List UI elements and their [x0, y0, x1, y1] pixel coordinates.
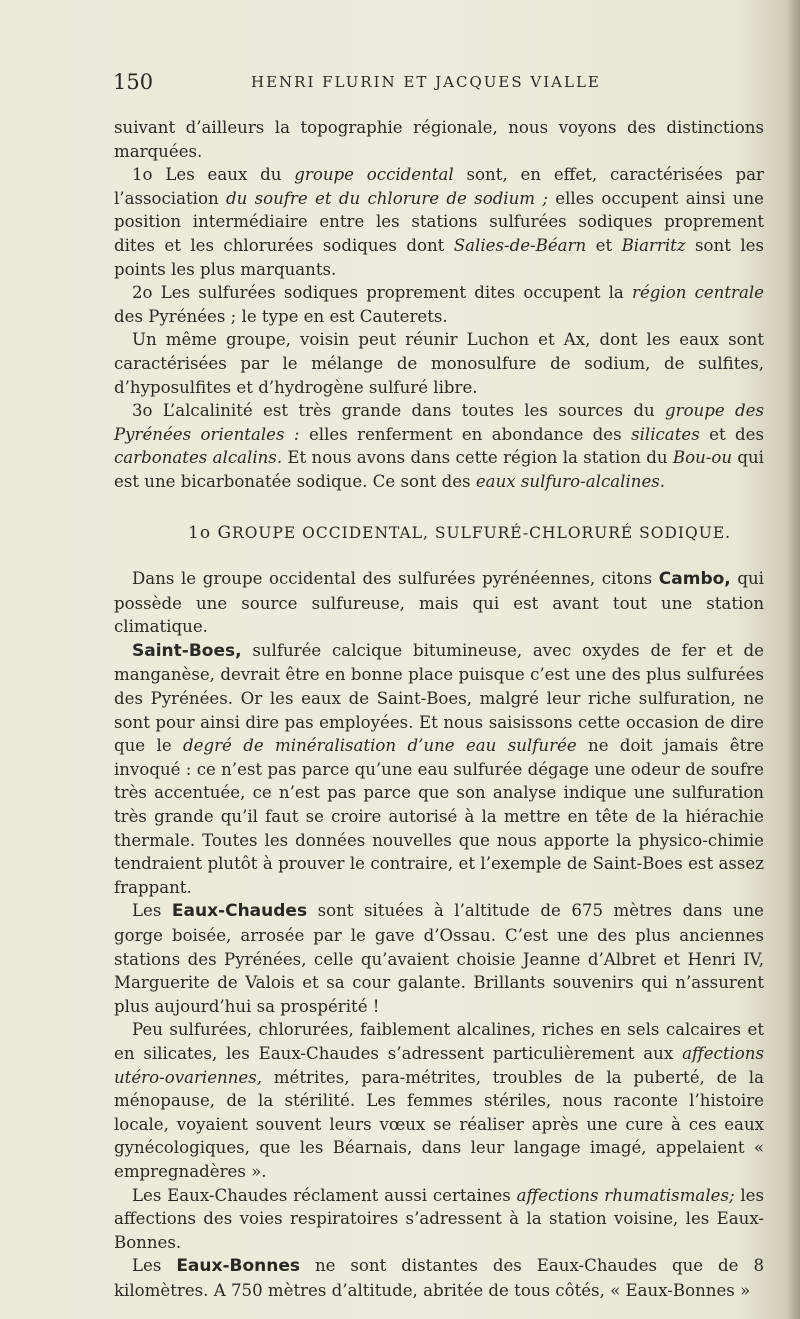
paragraph: Dans le groupe occidental des sulfurées pyrénéennes, citons Cambo, qui possède une source sulfureuse, mais qui est avant tout une station climatique. — [114, 569, 764, 637]
page-number: 150 — [113, 70, 154, 94]
page-header — [113, 70, 683, 100]
station-name: Eaux-Bonnes — [176, 1256, 301, 1277]
paragraph: 1o Les eaux du groupe occidental sont, en effet, caractérisées par l’association du soufre et du chlorure de sodium ; elles occupent ainsi une position intermédiaire entre les stations sulfurées sodiques proprement dites et les chlorurées sodiques dont Salies-de-Béarn et Biarritz sont les points les plus marquants. — [114, 165, 764, 279]
station-name: Cambo, — [658, 569, 731, 590]
page-edge-shadow — [786, 0, 800, 1319]
station-name: Saint-Boes, — [132, 640, 242, 661]
paragraph: Les Eaux-Bonnes ne sont distantes des Eaux-Chaudes que de 8 kilomètres. A 750 mètres d’altitude, abritée de tous côtés, « Eaux-Bonnes » — [114, 1256, 765, 1300]
page-body — [114, 116, 764, 1303]
section-heading: 1o GROUPE OCCIDENTAL, SULFURÉ-CHLORURÉ SODIQUE. — [188, 522, 732, 543]
paragraph: 3o L’alcalinité est très grande dans toutes les sources du groupe des Pyrénées orientales : elles renferment en abondance des silicates et des carbonates alcalins. Et nous avons dans cette région la station du Bou-ou qui est une bicarbonatée sodique. Ce sont des eaux sulfuro-alcalines. — [114, 401, 765, 491]
paragraph: Les Eaux-Chaudes sont situées à l’altitude de 675 mètres dans une gorge boisée, arrosée par le gave d’Ossau. C’est une des plus anciennes stations des Pyrénées, celle qu’avaient choisie Jeanne d’Albret et Henri IV, Marguerite de Valois et sa cour galante. Brillants souvenirs qui n’assurent plus aujourd’hui sa prospérité ! — [114, 901, 764, 1016]
station-name: Eaux-Chaudes — [171, 901, 308, 922]
paragraph: suivant d’ailleurs la topographie régionale, nous voyons des distinctions marquées. — [114, 118, 764, 161]
running-title: HENRI FLURIN ET JACQUES VIALLE — [251, 73, 601, 91]
paragraph: Peu sulfurées, chlorurées, faiblement alcalines, riches en sels calcaires et en silicates, les Eaux-Chaudes s’adressent particulièrement aux affections utéro-ovariennes, métrites, para-métrites, troubles de la puberté, de la ménopause, de la stérilité. Les femmes stériles, nous raconte l’histoire locale, voyaient souvent leurs vœux se réaliser après une cure à ces eaux gynécologiques, que les Béarnais, dans leur langage imagé, appelaient « empregnadères ». — [114, 1020, 764, 1181]
paragraph: 2o Les sulfurées sodiques proprement dites occupent la région centrale des Pyrénées ; le type en est Cauterets. — [114, 283, 764, 326]
paragraph: Un même groupe, voisin peut réunir Luchon et Ax, dont les eaux sont caractérisées par le mélange de monosulfure de sodium, de sulfites, d’hyposulfites et d’hydrogène sulfuré libre. — [114, 330, 764, 397]
paragraph: Les Eaux-Chaudes réclament aussi certaines affections rhumatismales; les affections des voies respiratoires s’adressent à la station voisine, les Eaux-Bonnes. — [114, 1185, 764, 1252]
paragraph: Saint-Boes, sulfurée calcique bitumineuse, avec oxydes de fer et de manganèse, devrait être en bonne place puisque c’est une des plus sulfurées des Pyrénées. Or les eaux de Saint-Boes, malgré leur riche sulfuration, ne sont pour ainsi dire pas employées. Et nous saisissons cette occasion de dire que le degré de minéralisation d’une eau sulfurée ne doit jamais être invoqué : ce n’est pas parce qu’une eau sulfurée dégage une odeur de soufre très accentuée, ce n’est pas parce que son analyse indique une sulfuration très grande qu’il faut se croire autorisé à la mettre en tête de la hiérachie thermale. Toutes les données nouvelles que nous apporte la physico-chimie tendraient plutôt à prouver le contraire, et l’exemple de Saint-Boes est assez frappant. — [114, 640, 765, 897]
